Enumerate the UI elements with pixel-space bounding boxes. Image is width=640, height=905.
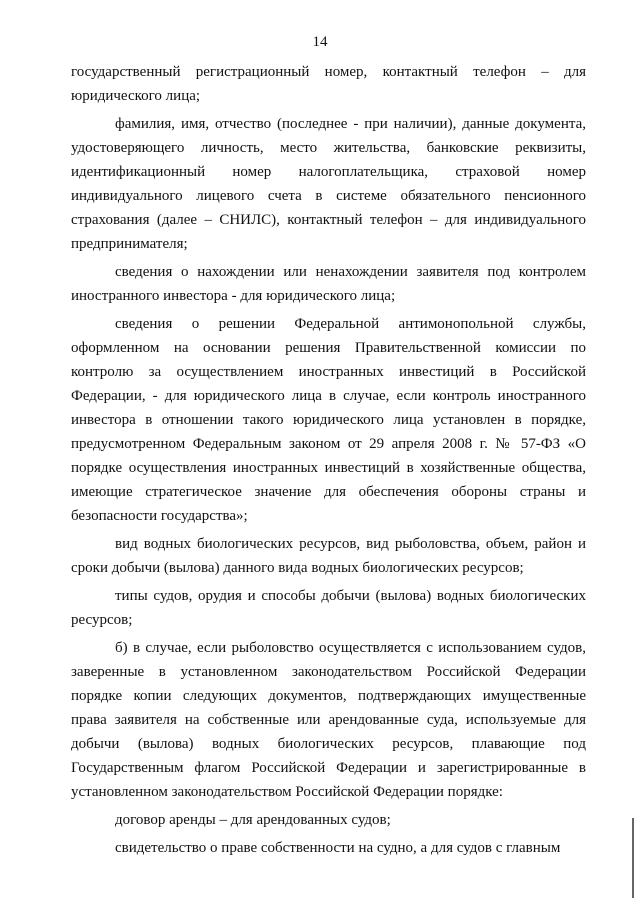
paragraph-ownership-certificate: свидетельство о праве собственности на судно, а для судов с главным <box>115 840 561 856</box>
paragraph-entrepreneur-details: фамилия, имя, отчество (последнее - при наличии), данные документа, удостоверяющего личность, место жительства, банковские реквизиты, идентификационный номер налогоплательщика, страховой номер индивидуального лицевого счета в системе обязательного пенсионного страхования (далее – СНИЛС), контактный телефон – для индивидуального предпринимателя; <box>71 116 586 252</box>
page-number: 14 <box>312 34 328 50</box>
paragraph-fas-decision: сведения о решении Федеральной антимонопольной службы, оформленном на основании решения Правительственной комиссии по контролю за осуществлением иностранных инвестиций в Российской Федерации, - для юридического лица в случае, если контроль иностранного инвестора в отношении такого юридического лица установлен в порядке, предусмотренном Федеральным законом от 29 апреля 2008 г. № 57-ФЗ «О порядке осуществления иностранных инвестиций в хозяйственные общества, имеющие стратегическое значение для обеспечения обороны страны и безопасности государства»; <box>71 316 586 524</box>
scan-edge-line <box>632 818 634 898</box>
paragraph-lease-agreement: договор аренды – для арендованных судов; <box>115 812 391 828</box>
paragraph-vessel-documents: б) в случае, если рыболовство осуществляется с использованием судов, заверенные в установленном законодательством Российской Федерации порядке копии следующих документов, подтверждающих имущественные права заявителя на собственные или арендованные суда, используемые для добычи (вылова) водных биологических ресурсов, плавающие под Государственным флагом Российской Федерации и зарегистрированные в установленном законодательством Российской Федерации порядке: <box>71 640 586 800</box>
paragraph-vessel-types: типы судов, орудия и способы добычи (вылова) водных биологических ресурсов; <box>71 588 586 628</box>
paragraph-bioresources: вид водных биологических ресурсов, вид рыболовства, объем, район и сроки добычи (вылова) данного вида водных биологических ресурсов; <box>71 536 586 576</box>
paragraph-foreign-control: сведения о нахождении или ненахождении заявителя под контролем иностранного инвестора - для юридического лица; <box>71 264 586 304</box>
document-body <box>71 60 586 864</box>
paragraph-legal-entity-contacts: государственный регистрационный номер, контактный телефон – для юридического лица; <box>71 64 586 104</box>
